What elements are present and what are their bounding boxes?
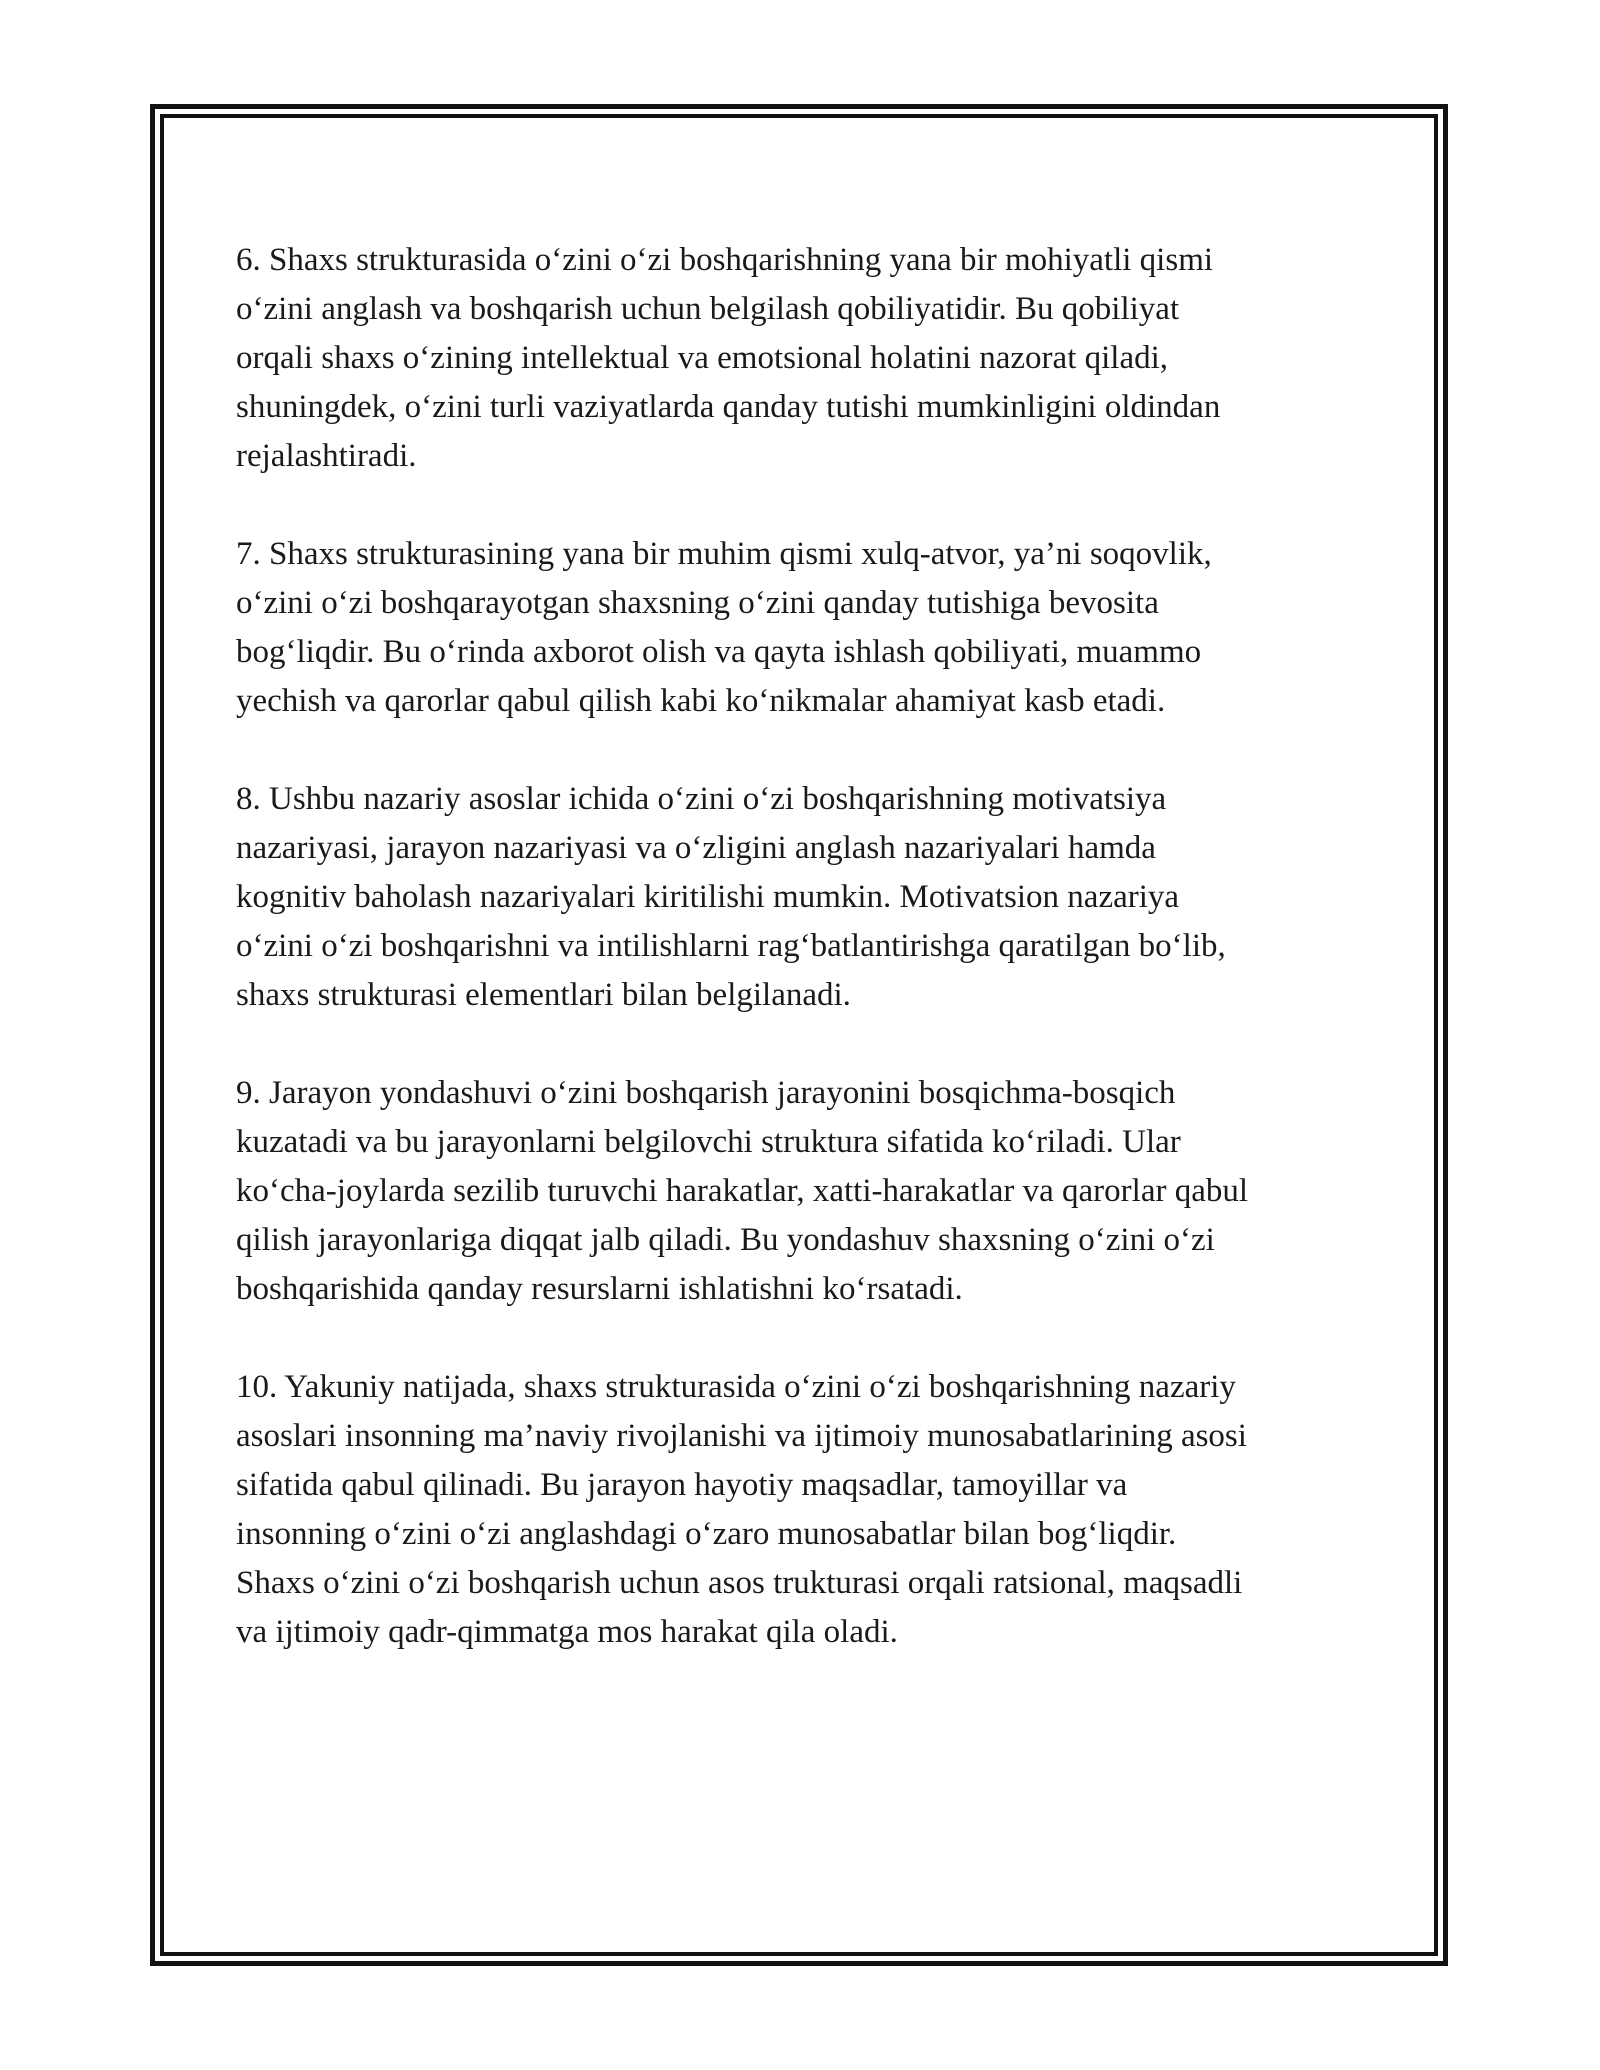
text-line: boshqarishida qanday resurslarni ishlatishni koʻrsatadi. bbox=[236, 1271, 963, 1307]
text-line: oʻzini oʻzi boshqarishni va intilishlarni ragʻbatlantirishga qaratilgan boʻlib, bbox=[236, 928, 1226, 964]
paragraph-8 bbox=[236, 775, 1376, 1020]
text-line: shaxs strukturasi elementlari bilan belgilanadi. bbox=[236, 977, 851, 1013]
text-line: nazariyasi, jarayon nazariyasi va oʻzligini anglash nazariyalari hamda bbox=[236, 830, 1156, 866]
text-line: oʻzini anglash va boshqarish uchun belgilash qobiliyatidir. Bu qobiliyat bbox=[236, 291, 1180, 327]
text-line: kuzatadi va bu jarayonlarni belgilovchi struktura sifatida koʻriladi. Ular bbox=[236, 1124, 1181, 1160]
paragraph-9 bbox=[236, 1069, 1376, 1314]
text-line: 8. Ushbu nazariy asoslar ichida oʻzini oʻzi boshqarishning motivatsiya bbox=[236, 781, 1167, 817]
text-line: oʻzini oʻzi boshqarayotgan shaxsning oʻzini qanday tutishiga bevosita bbox=[236, 585, 1159, 621]
text-line: 6. Shaxs strukturasida oʻzini oʻzi boshqarishning yana bir mohiyatli qismi bbox=[236, 242, 1214, 278]
paragraph-10 bbox=[236, 1363, 1376, 1657]
text-line: yechish va qarorlar qabul qilish kabi koʻnikmalar ahamiyat kasb etadi. bbox=[236, 683, 1166, 719]
text-line: qilish jarayonlariga diqqat jalb qiladi. Bu yondashuv shaxsning oʻzini oʻzi bbox=[236, 1222, 1215, 1258]
text-line: koʻcha-joylarda sezilib turuvchi harakatlar, xatti-harakatlar va qarorlar qabul bbox=[236, 1173, 1249, 1209]
paragraph-7 bbox=[236, 530, 1376, 726]
text-line: rejalashtiradi. bbox=[236, 438, 417, 474]
text-line: 9. Jarayon yondashuvi oʻzini boshqarish jarayonini bosqichma-bosqich bbox=[236, 1075, 1176, 1111]
text-line: Shaxs oʻzini oʻzi boshqarish uchun asos trukturasi orqali ratsional, maqsadli bbox=[236, 1565, 1243, 1601]
text-line: asoslari insonning ma’naviy rivojlanishi va ijtimoiy munosabatlarining asosi bbox=[236, 1418, 1247, 1454]
document-body bbox=[236, 236, 1376, 1706]
text-line: va ijtimoiy qadr-qimmatga mos harakat qila oladi. bbox=[236, 1614, 898, 1650]
text-line: sifatida qabul qilinadi. Bu jarayon hayotiy maqsadlar, tamoyillar va bbox=[236, 1467, 1128, 1503]
text-line: orqali shaxs oʻzining intellektual va emotsional holatini nazorat qiladi, bbox=[236, 340, 1169, 376]
text-line: 10. Yakuniy natijada, shaxs strukturasida oʻzini oʻzi boshqarishning nazariy bbox=[236, 1369, 1236, 1405]
text-line: bogʻliqdir. Bu oʻrinda axborot olish va qayta ishlash qobiliyati, muammo bbox=[236, 634, 1202, 670]
text-line: shuningdek, oʻzini turli vaziyatlarda qanday tutishi mumkinligini oldindan bbox=[236, 389, 1221, 425]
text-line: insonning oʻzini oʻzi anglashdagi oʻzaro munosabatlar bilan bogʻliqdir. bbox=[236, 1516, 1177, 1552]
paragraph-6 bbox=[236, 236, 1376, 481]
text-line: 7. Shaxs strukturasining yana bir muhim qismi xulq-atvor, ya’ni soqovlik, bbox=[236, 536, 1212, 572]
text-line: kognitiv baholash nazariyalari kiritilishi mumkin. Motivatsion nazariya bbox=[236, 879, 1180, 915]
